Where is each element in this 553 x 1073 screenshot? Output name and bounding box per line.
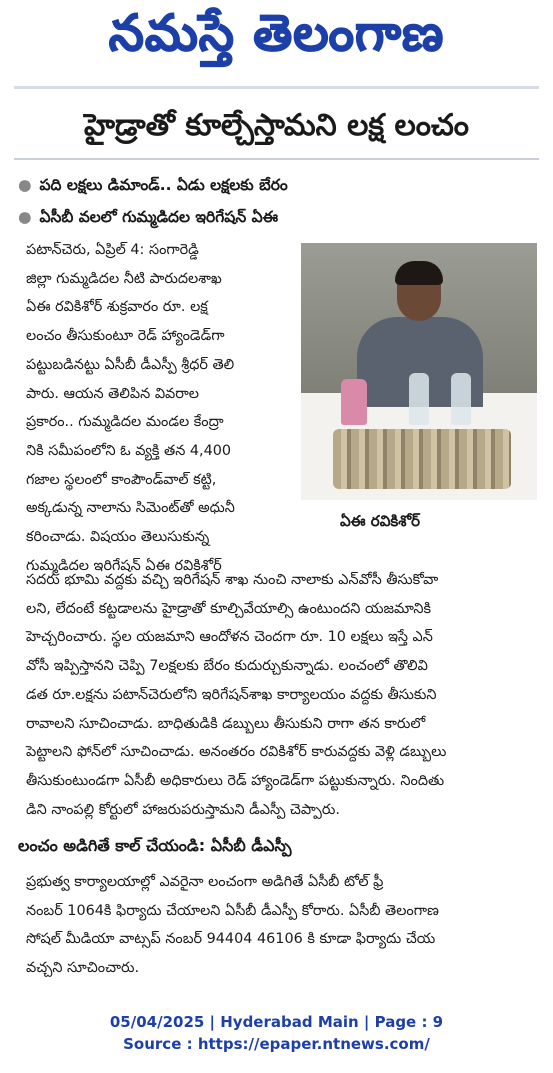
complaint-info-text: ప్రభుత్వ కార్యాలయాల్లో ఎవరైనా లంచంగా అడిగితే ఏసీబీ టోల్ ఫ్రీ నంబర్ 1064కి ఫిర్యాదు చేయాలని ఏసీబీ డీఎస్పీ కోరారు. ఏసీబీ తెలంగాణ సోషల్ మీడియా వాట్సప్ నంబర్ 94404 46106 కి కూడా ఫిర్యాదు చేయ వచ్చని సూచించారు. xyxy=(26,874,439,977)
article-body-left-column: పటాన్‌చెరు, ఏప్రిల్ 4: సంగారెడ్డి జిల్లా గుమ్మడిదల నీటి పారుదలశాఖ ఏఈ రవికిశోర్ శుక్రవారం రూ. లక్ష లంచం తీసుకుంటూ రెడ్ హ్యాండెడ్‌గా పట్టుబడినట్టు ఏసీబీ డీఎస్పీ శ్రీధర్ తెలి పారు. ఆయన తెలిపిన వివరాల ప్రకారం.. గుమ్మడిదల మండల కేంద్రా నికి సమీపంలోని ఓ వ్యక్తి తన 4,400 గజాల స్థలంలో కాంపౌండ్‌వాల్ కట్టి, అక్కడున్న నాలాను సిమెంట్‌తో అధునీ కరించాడు. విషయం తెలుసుకున్న గుమ్మడిదల ఇరిగేషన్ ఏఈ రవికిశోర్ xyxy=(26,242,235,574)
bullet-text: పది లక్షలు డిమాండ్.. ఏడు లక్షలకు బేరం xyxy=(39,176,288,194)
photo-caption: ఏఈ రవికిశోర్ xyxy=(340,512,420,530)
source-link[interactable]: Source : https://epaper.ntnews.com/ xyxy=(123,1035,430,1053)
bullet-icon: ● xyxy=(18,208,32,226)
headline-divider xyxy=(14,158,539,160)
edition-info: 05/04/2025 | Hyderabad Main | Page : 9 xyxy=(109,1013,444,1031)
article-headline: హైడ్రాతో కూల్చేస్తామని లక్ష లంచం xyxy=(84,108,469,143)
accused-photo xyxy=(301,243,537,500)
cash-bundles xyxy=(333,429,511,489)
bullet-icon: ● xyxy=(18,176,32,194)
bullet-point xyxy=(18,176,288,198)
bullet-text: ఏసీబీ వలలో గుమ్మడిదల ఇరిగేషన్ ఏఈ xyxy=(39,208,279,226)
newspaper-masthead xyxy=(0,0,553,78)
article-subheading: లంచం అడిగితే కాల్ చేయండి: ఏసీబీ డీఎస్పీ xyxy=(18,836,292,855)
bullet-point xyxy=(18,208,278,230)
masthead-title: నమస్తే తెలంగాణ xyxy=(108,3,445,62)
article-body-full-width: సదరు భూమి వద్దకు వచ్చి ఇరిగేషన్ శాఖ నుంచి నాలాకు ఎన్‌వోసీ తీసుకోవా లని, లేదంటే కట్టడాలను హైడ్రాతో కూల్చివేయాల్సి ఉంటుందని యజమానికి హెచ్చరించారు. స్థల యజమాని ఆందోళన చెందగా రూ. 10 లక్షలు ఇస్తే ఎన్ వోసీ ఇప్పిస్తానని చెప్పి 7లక్షలకు బేరం కుదుర్చుకున్నాడు. లంచంలో తొలివి డత రూ.లక్షను పటాన్‌చెరులోని ఇరిగేషన్‌శాఖ కార్యాలయం వద్దకు తీసుకుని రావాలని సూచించాడు. బాధితుడికి డబ్బులు తీసుకుని రాగా తన కారులో పెట్టాలని ఫోన్‌లో సూచించాడు. అనంతరం రవికిశోర్ కారువద్దకు వెళ్లి డబ్బులు తీసుకుంటుండగా ఏసీబీ అధికారులు రెడ్ హ్యాండెడ్‌గా పట్టుకున్నారు. నిందితు డిని నాంపల్లి కోర్టులో హాజరుపరుస్తామని డీఎస్పీ చెప్పారు. xyxy=(26,572,447,818)
top-divider xyxy=(14,86,539,89)
